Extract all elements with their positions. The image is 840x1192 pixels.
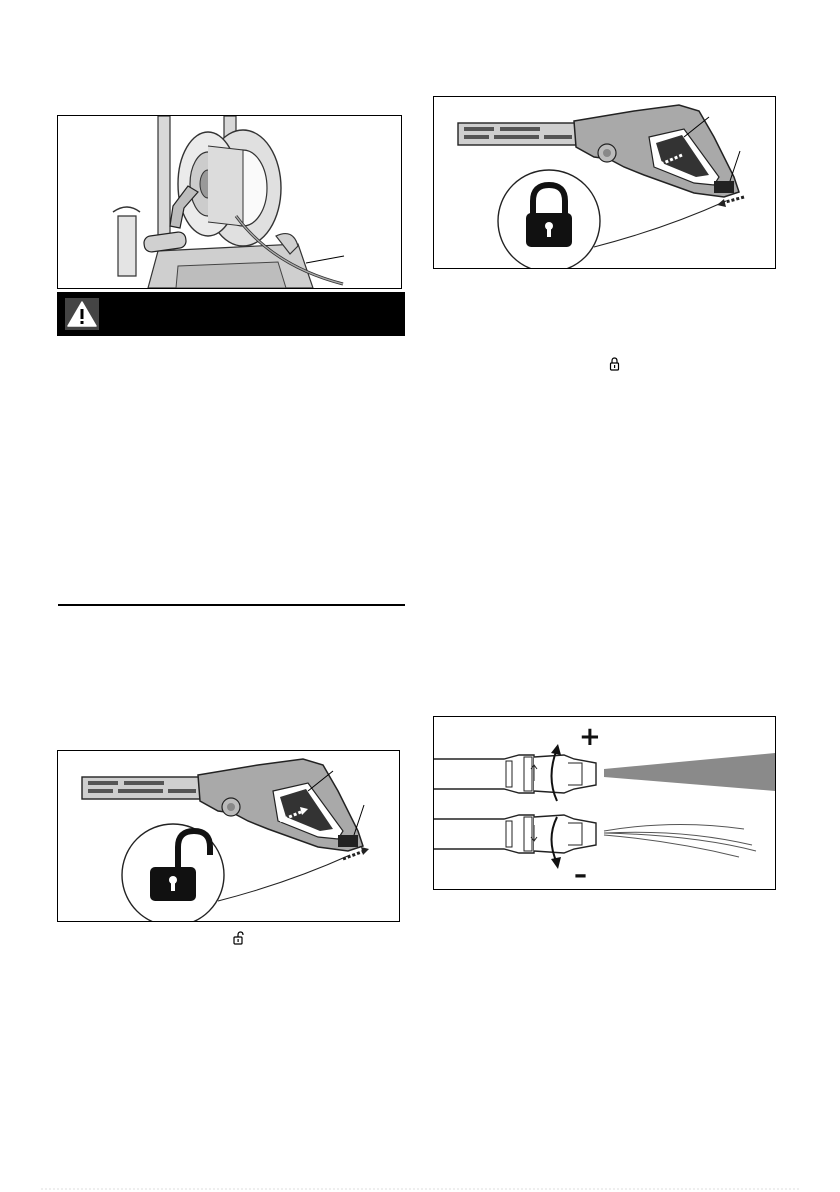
padlock-closed-icon (609, 357, 620, 371)
hose-reel-figure (57, 115, 402, 289)
plus-label: + (579, 722, 601, 752)
warning-triangle-icon (65, 298, 99, 330)
gun-locked-figure (433, 96, 776, 269)
padlock-open-icon (233, 931, 244, 945)
page-edge-dots (40, 1188, 800, 1190)
warning-banner (57, 292, 405, 336)
gun-unlocked-figure (57, 750, 400, 922)
section-divider (58, 604, 405, 606)
minus-label: – (574, 860, 587, 889)
nozzle-adjust-figure (433, 716, 776, 890)
